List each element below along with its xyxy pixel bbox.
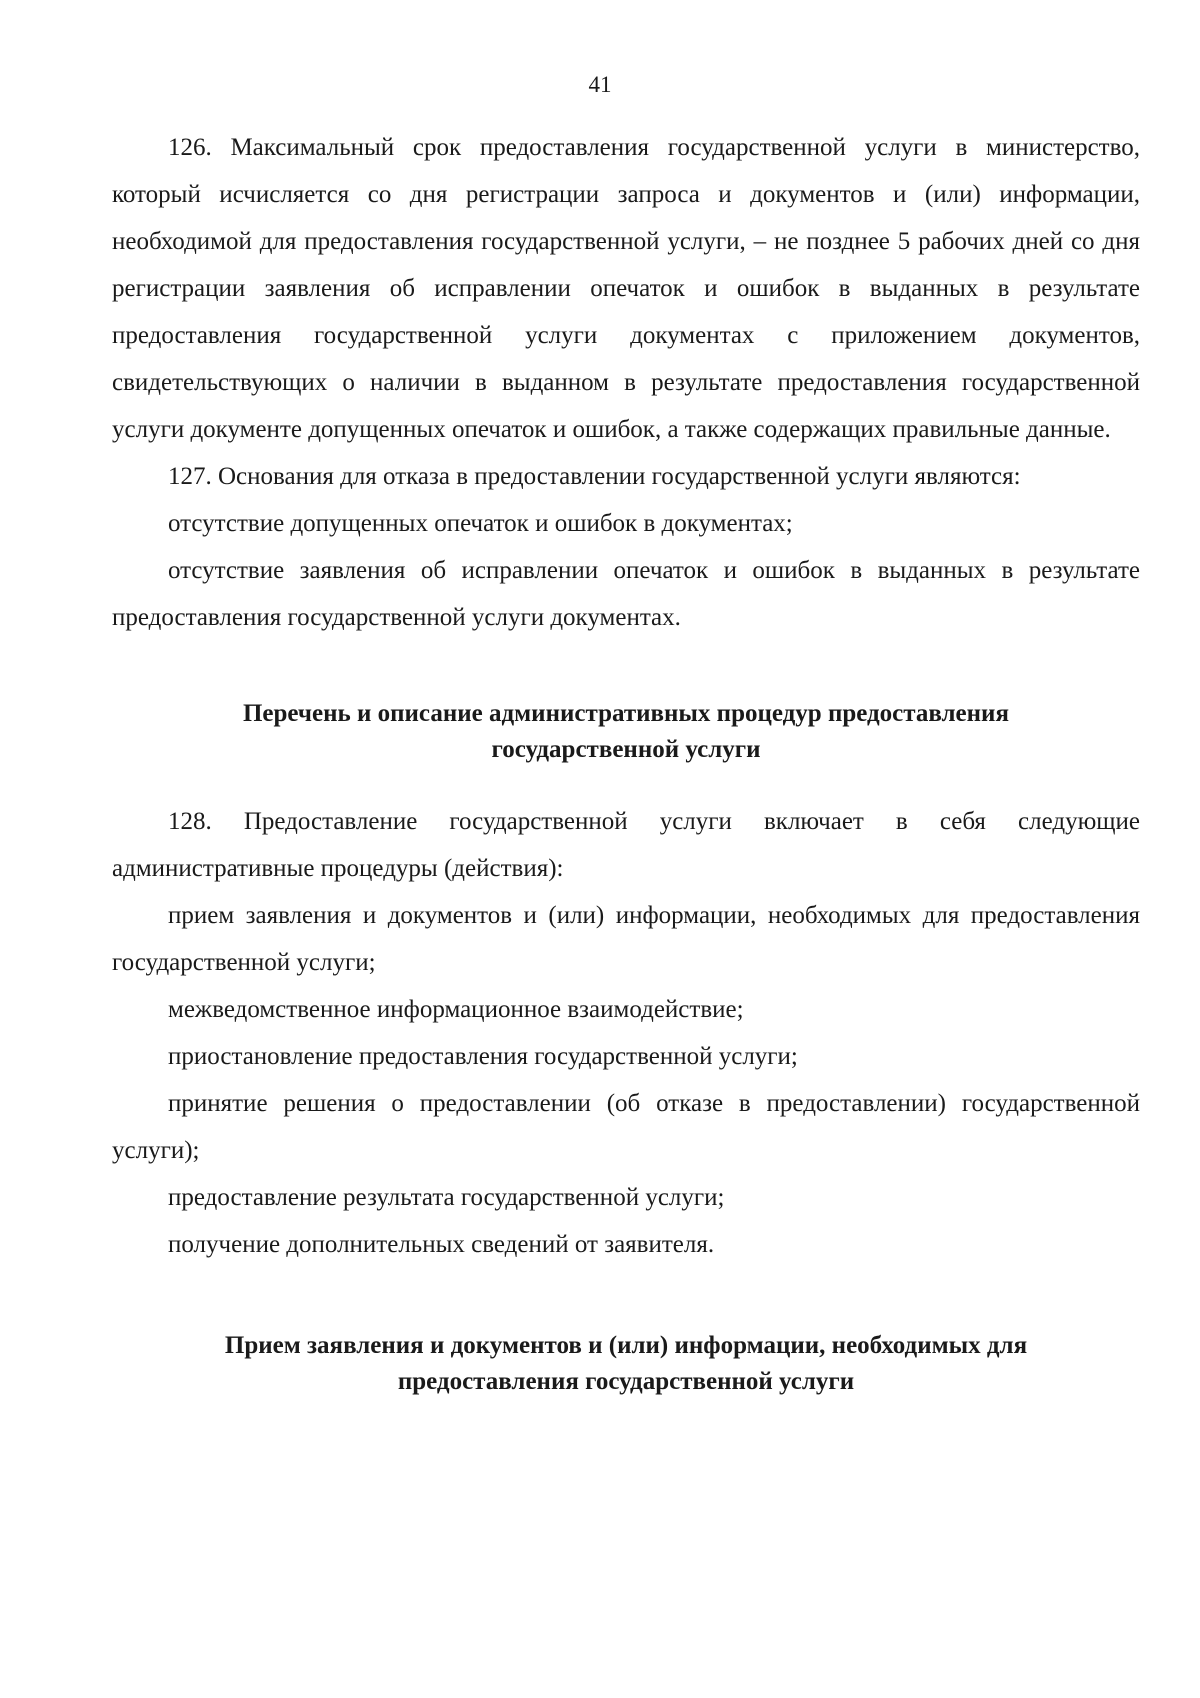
list-item: межведомственное информационное взаимодействие; [168,996,744,1023]
paragraph-127: 127. Основания для отказа в предоставлении государственной услуги являются: [168,463,1021,490]
list-item: получение дополнительных сведений от заявителя. [168,1231,715,1258]
list-item: отсутствие заявления об исправлении опечаток и ошибок в выданных в результате предоставления государственной услуги документах. [112,557,1140,631]
list-item: предоставление результата государственной услуги; [168,1184,725,1211]
list-item: прием заявления и документов и (или) информации, необходимых для предоставления государственной услуги; [112,902,1140,976]
list-item: отсутствие допущенных опечаток и ошибок в документах; [168,510,793,537]
section-heading: Перечень и описание административных процедур предоставления государственной услуги [242,700,1009,763]
list-item: принятие решения о предоставлении (об отказе в предоставлении) государственной услуги); [112,1090,1140,1164]
section-heading: Прием заявления и документов и (или) информации, необходимых для предоставления государственной услуги [224,1332,1028,1395]
list-item: приостановление предоставления государственной услуги; [168,1043,798,1070]
page-number: 41 [588,72,612,97]
document-body [112,124,1140,1400]
paragraph-126: 126. Максимальный срок предоставления государственной услуги в министерство, который исчисляется со дня регистрации запроса и документов и (или) информации, необходимой для предоставления государственной услуги, – не позднее 5 рабочих дней со дня регистрации заявления об исправлении опечаток и ошибок в выданных в результате предоставления государственной услуги документах с приложением документов, свидетельствующих о наличии в выданном в результате предоставления государственной услуги документе допущенных опечаток и ошибок, а также содержащих правильные данные. [112,134,1140,443]
paragraph-128: 128. Предоставление государственной услуги включает в себя следующие административные процедуры (действия): [112,808,1140,882]
